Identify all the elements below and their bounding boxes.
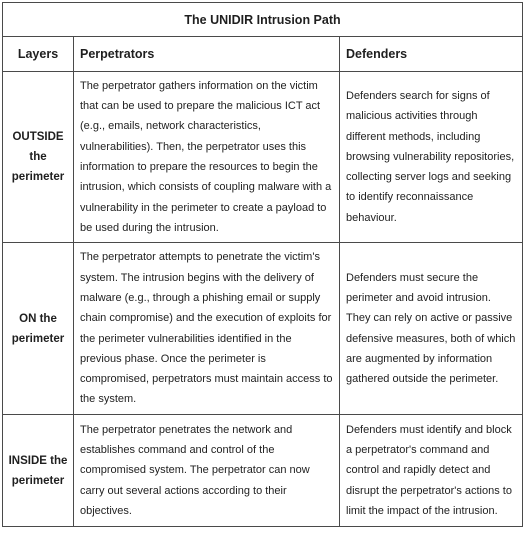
layer-label-outside [3,72,74,243]
table-row-on [3,243,523,415]
perpetrators-cell-on: The perpetrator attempts to penetrate the victim's system. The intrusion begins with the delivery of malware (e.g., through a phishing email or supply chain compromise) and the execution of exploits for the perimeter vulnerabilities identified in the previous phase. Once the perimeter is compromised, perpetrators must maintain access to the system. [74,243,340,415]
layer-label-line: the [29,151,47,163]
layer-label-inside [3,415,74,527]
perpetrators-cell-outside: The perpetrator gathers information on the victim that can be used to prepare the malicious ICT act (e.g., emails, network characteristics, vulnerabilities). Then, the perpetrator uses this information to prepare the resources to begin the intrusion, which consists of coupling malware with a vulnerability in the perimeter to create a payload to be used during the intrusion. [74,72,340,243]
title-row [3,3,523,37]
layer-label-line: perimeter [11,474,65,487]
layer-label-line: perimeter [11,171,65,183]
header-defenders: Defenders [340,37,523,72]
header-layers: Layers [3,37,74,72]
layer-label-on [3,243,74,415]
layer-label-line: OUTSIDE [12,131,64,143]
intrusion-path-table [2,2,523,527]
perpetrators-cell-inside: The perpetrator penetrates the network and establishes command and control of the compromised system. The perpetrator can now carry out several actions according to their objectives. [74,415,340,527]
layer-label-line: ON the [19,312,57,325]
defenders-cell-outside: Defenders search for signs of malicious activities through different methods, including browsing vulnerability repositories, collecting server logs and seeking to identify reconnaissance behaviour. [340,72,523,243]
table-row-outside [3,72,523,243]
header-perpetrators: Perpetrators [74,37,340,72]
defenders-cell-on: Defenders must secure the perimeter and avoid intrusion. They can rely on active or passive defensive measures, both of which are augmented by information gathered outside the perimeter. [340,243,523,415]
table-row-inside [3,415,523,527]
table-title: The UNIDIR Intrusion Path [3,3,523,37]
layer-label-line: INSIDE the [8,454,68,467]
header-row [3,37,523,72]
layer-label-line: perimeter [11,332,65,345]
defenders-cell-inside: Defenders must identify and block a perpetrator's command and control and rapidly detect and disrupt the perpetrator's actions to limit the impact of the intrusion. [340,415,523,527]
